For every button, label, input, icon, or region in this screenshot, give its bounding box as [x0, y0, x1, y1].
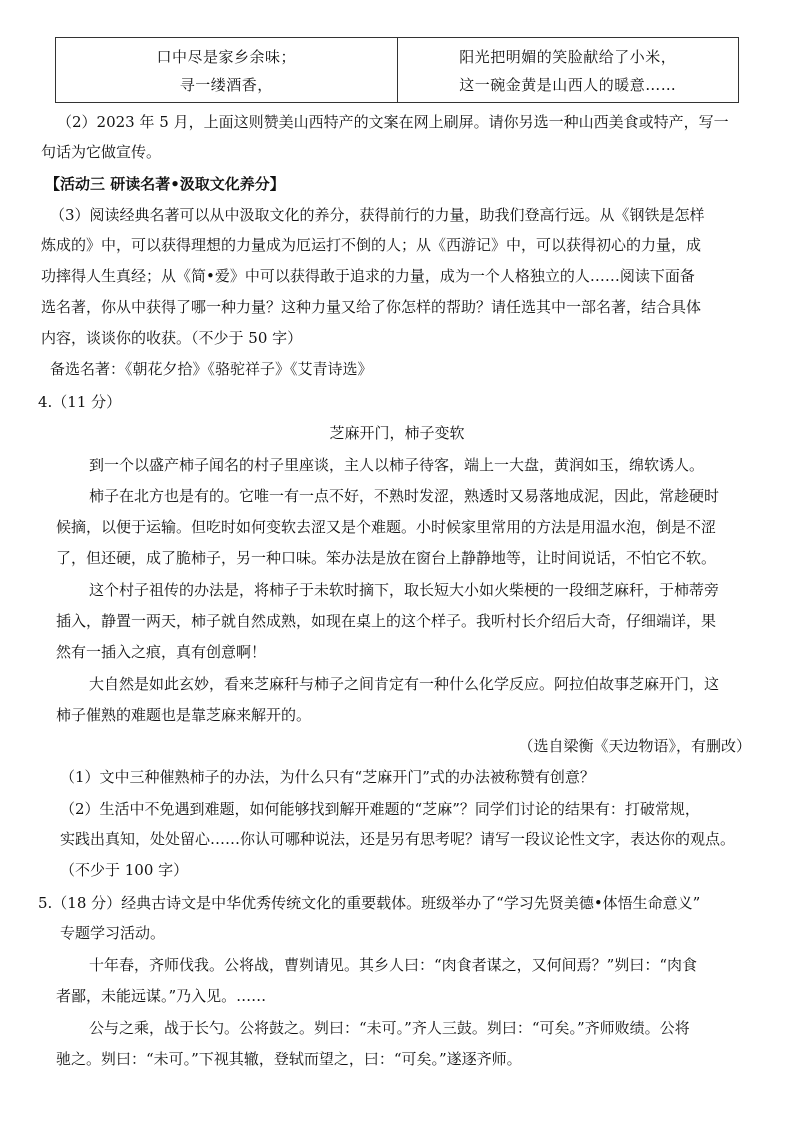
passage-line: 柿子在北方也是有的。它唯一有一点不好，不熟时发涩，熟透时又易落地成泥，因此，常趁硬时 — [89, 487, 720, 505]
question-4-2-line: （不少于 100 字） — [60, 861, 189, 879]
poem-table — [55, 37, 739, 103]
poem-line: 口中尽是家乡余味； — [156, 47, 296, 66]
passage-line: 然有一插入之痕，真有创意啊！ — [56, 643, 267, 661]
question-4-2-line: （2）生活中不免遇到难题，如何能够找到解开难题的“芝麻”？同学们讨论的结果有：打破常规， — [60, 800, 700, 818]
question-3-2-line: （2）2023 年 5 月，上面这则赞美山西特产的文案在网上刷屏。请你另选一种山西美食或特产，写一 — [57, 113, 729, 131]
question-4-2-line: 实践出真知，处处留心……你认可哪种说法，还是另有思考呢？请写一段议论性文字，表达你的观点。 — [60, 830, 736, 848]
question-5-intro: 5.（18 分）经典古诗文是中华优秀传统文化的重要载体。班级举办了“学习先贤美德•体悟生命意义” — [38, 894, 701, 912]
question-3-3-line: 炼成的》中，可以获得理想的力量成为厄运打不倒的人；从《西游记》中，可以获得初心的力量，成 — [41, 236, 702, 254]
question-3-3-line: 内容，谈谈你的收获。（不少于 50 字） — [41, 329, 303, 347]
question-3-3-line: （3）阅读经典名著可以从中汲取文化的养分，获得前行的力量，助我们登高行远。从《钢铁是怎样 — [50, 206, 705, 224]
question-3-3-line: 功摔得人生真经；从《简•爱》中可以获得敢于追求的力量，成为一个人格独立的人……阅读下面备 — [41, 267, 695, 285]
classical-text-line: 十年春，齐师伐我。公将战，曹刿请见。其乡人曰：“肉食者谋之，又何间焉？”刿曰：“肉食 — [89, 956, 698, 974]
poem-line: 阳光把明媚的笑脸献给了小米， — [459, 47, 677, 66]
classical-text-line: 驰之。刿曰：“未可。”下视其辙，登轼而望之，曰：“可矣。”遂逐齐师。 — [56, 1050, 522, 1068]
passage-line: 这个村子祖传的办法是，将柿子于未软时摘下，取长短大小如火柴梗的一段细芝麻秆，于柿蒂旁 — [89, 581, 720, 599]
poem-line: 这一碗金黄是山西人的暖意…… — [459, 75, 677, 94]
classical-text-line: 公与之乘，战于长勺。公将鼓之。刿曰：“未可。”齐人三鼓。刿曰：“可矣。”齐师败绩。公将 — [89, 1019, 690, 1037]
classical-text-line: 者鄙，未能远谋。”乃入见。…… — [56, 987, 267, 1005]
passage-line: 到一个以盛产柿子闻名的村子里座谈，主人以柿子待客，端上一大盘，黄润如玉，绵软诱人。 — [89, 456, 705, 474]
poem-cell-left — [56, 38, 397, 102]
question-4-1: （1）文中三种催熟柿子的办法，为什么只有“芝麻开门”式的办法被称赞有创意？ — [60, 768, 595, 786]
poem-cell-right — [397, 38, 739, 102]
question-3-2-line: 句话为它做宣传。 — [41, 143, 162, 161]
passage-line: 大自然是如此玄妙，看来芝麻秆与柿子之间肯定有一种什么化学反应。阿拉伯故事芝麻开门，这 — [89, 675, 720, 693]
question-4-header: 4.（11 分） — [38, 393, 122, 411]
passage-source: （选自梁衡《天边物语》，有删改） — [518, 737, 751, 755]
poem-line: 寻一缕酒香， — [179, 75, 273, 94]
book-options: 备选名著：《朝花夕拾》《骆驼祥子》《艾青诗选》 — [50, 360, 373, 378]
passage-title: 芝麻开门，柿子变软 — [329, 424, 465, 442]
passage-line: 插入，静置一两天，柿子就自然成熟，如现在桌上的这个样子。我听村长介绍后大奇，仔细端详，果 — [56, 612, 717, 630]
passage-line: 了，但还硬，成了脆柿子，另一种口味。笨办法是放在窗台上静静地等，让时间说话，不怕它不软。 — [56, 549, 717, 567]
passage-line: 候摘，以便于运输。但吃时如何变软去涩又是个难题。小时候家里常用的方法是用温水泡，倒是不涩 — [56, 518, 717, 536]
activity-3-title: 【活动三 研读名著•汲取文化养分】 — [45, 175, 285, 193]
question-3-3-line: 选名著，你从中获得了哪一种力量？这种力量又给了你怎样的帮助？请任选其中一部名著，结合具体 — [41, 298, 702, 316]
question-5-intro: 专题学习活动。 — [60, 924, 166, 942]
passage-line: 柿子催熟的难题也是靠芝麻来解开的。 — [56, 706, 312, 724]
